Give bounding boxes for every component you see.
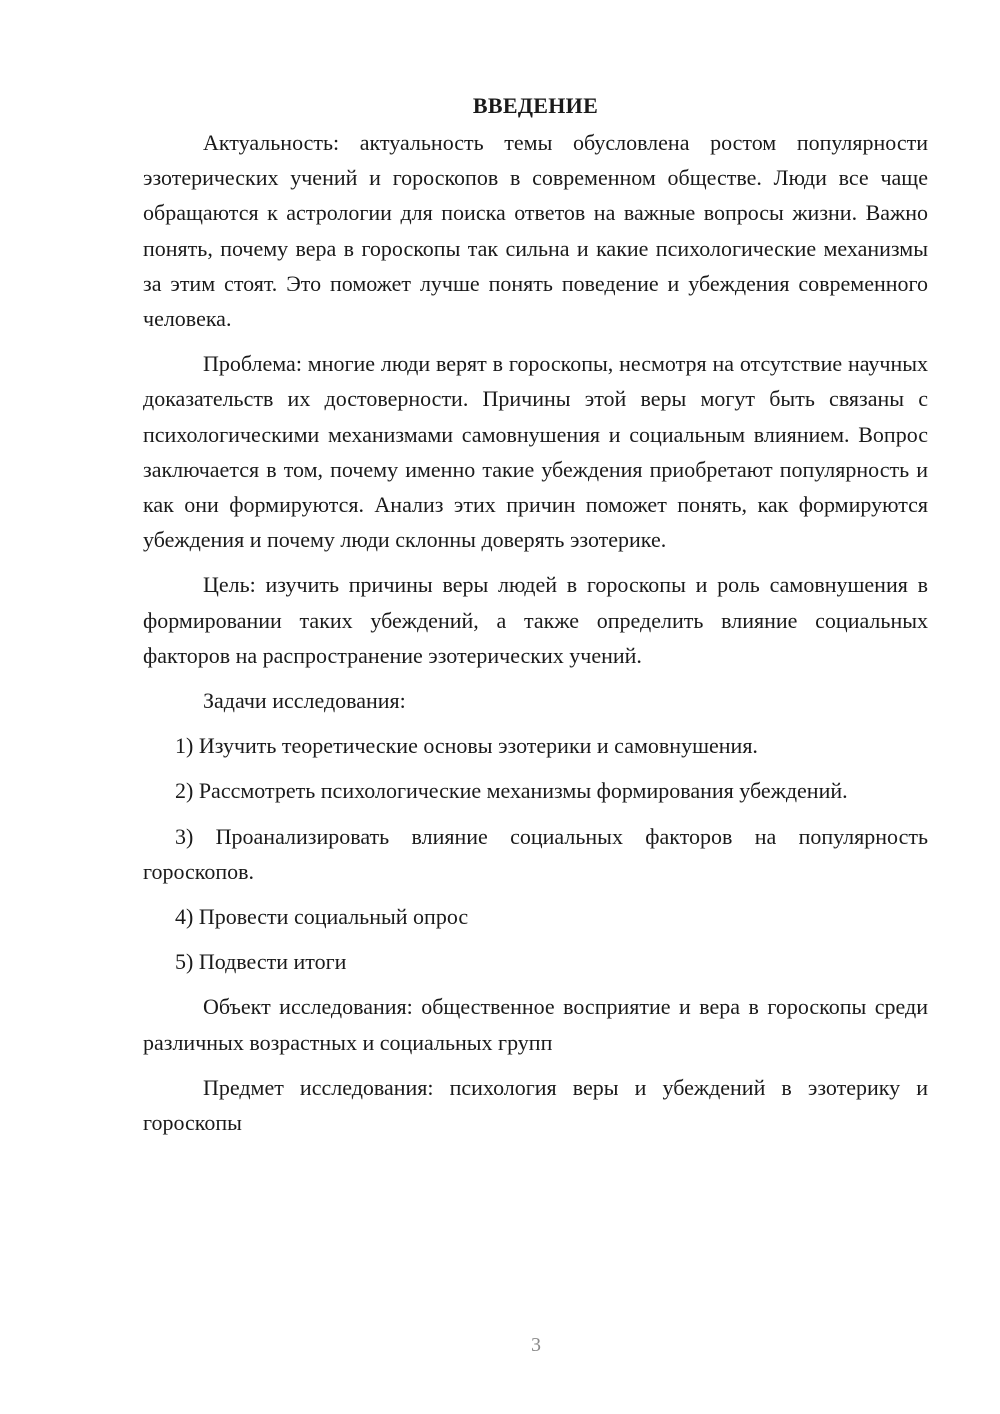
document-page bbox=[143, 88, 928, 1150]
task-item-3: 3) Проанализировать влияние социальных факторов на популярность гороскопов. bbox=[143, 823, 928, 884]
task-item-2: 2) Рассмотреть психологические механизмы формирования убеждений. bbox=[175, 778, 848, 804]
section-title: ВВЕДЕНИЕ bbox=[472, 93, 599, 118]
tasks-heading: Задачи исследования: bbox=[203, 688, 406, 714]
page-number: 3 bbox=[531, 1334, 541, 1356]
task-item-4: 4) Провести социальный опрос bbox=[175, 904, 469, 930]
task-item-5: 5) Подвести итоги bbox=[175, 949, 347, 975]
object-paragraph: Объект исследования: общественное восприятие и вера в гороскопы среди различных возрастных и социальных групп bbox=[143, 994, 928, 1055]
relevance-paragraph: Актуальность: актуальность темы обусловлена ростом популярности эзотерических учений и гороскопов в современном обществе. Люди все чаще обращаются к астрологии для поиска ответов на важные вопросы жизни. Важно понять, почему вера в гороскопы так сильна и какие психологические механизмы за этим стоят. Это поможет лучше понять поведение и убеждения современного человека. bbox=[143, 130, 928, 332]
task-item-1: 1) Изучить теоретические основы эзотерики и самовнушения. bbox=[175, 733, 758, 759]
subject-paragraph: Предмет исследования: психология веры и убеждений в эзотерику и гороскопы bbox=[143, 1074, 928, 1136]
goal-paragraph: Цель: изучить причины веры людей в гороскопы и роль самовнушения в формировании таких убеждений, а также определить влияние социальных факторов на распространение эзотерических учений. bbox=[143, 572, 928, 668]
problem-paragraph: Проблема: многие люди верят в гороскопы, несмотря на отсутствие научных доказательств их достоверности. Причины этой веры могут быть связаны с психологическими механизмами самовнушения и социальным влиянием. Вопрос заключается в том, почему именно такие убеждения приобретают популярность и как они формируются. Анализ этих причин поможет понять, как формируются убеждения и почему люди склонны доверять эзотерике. bbox=[143, 351, 928, 553]
